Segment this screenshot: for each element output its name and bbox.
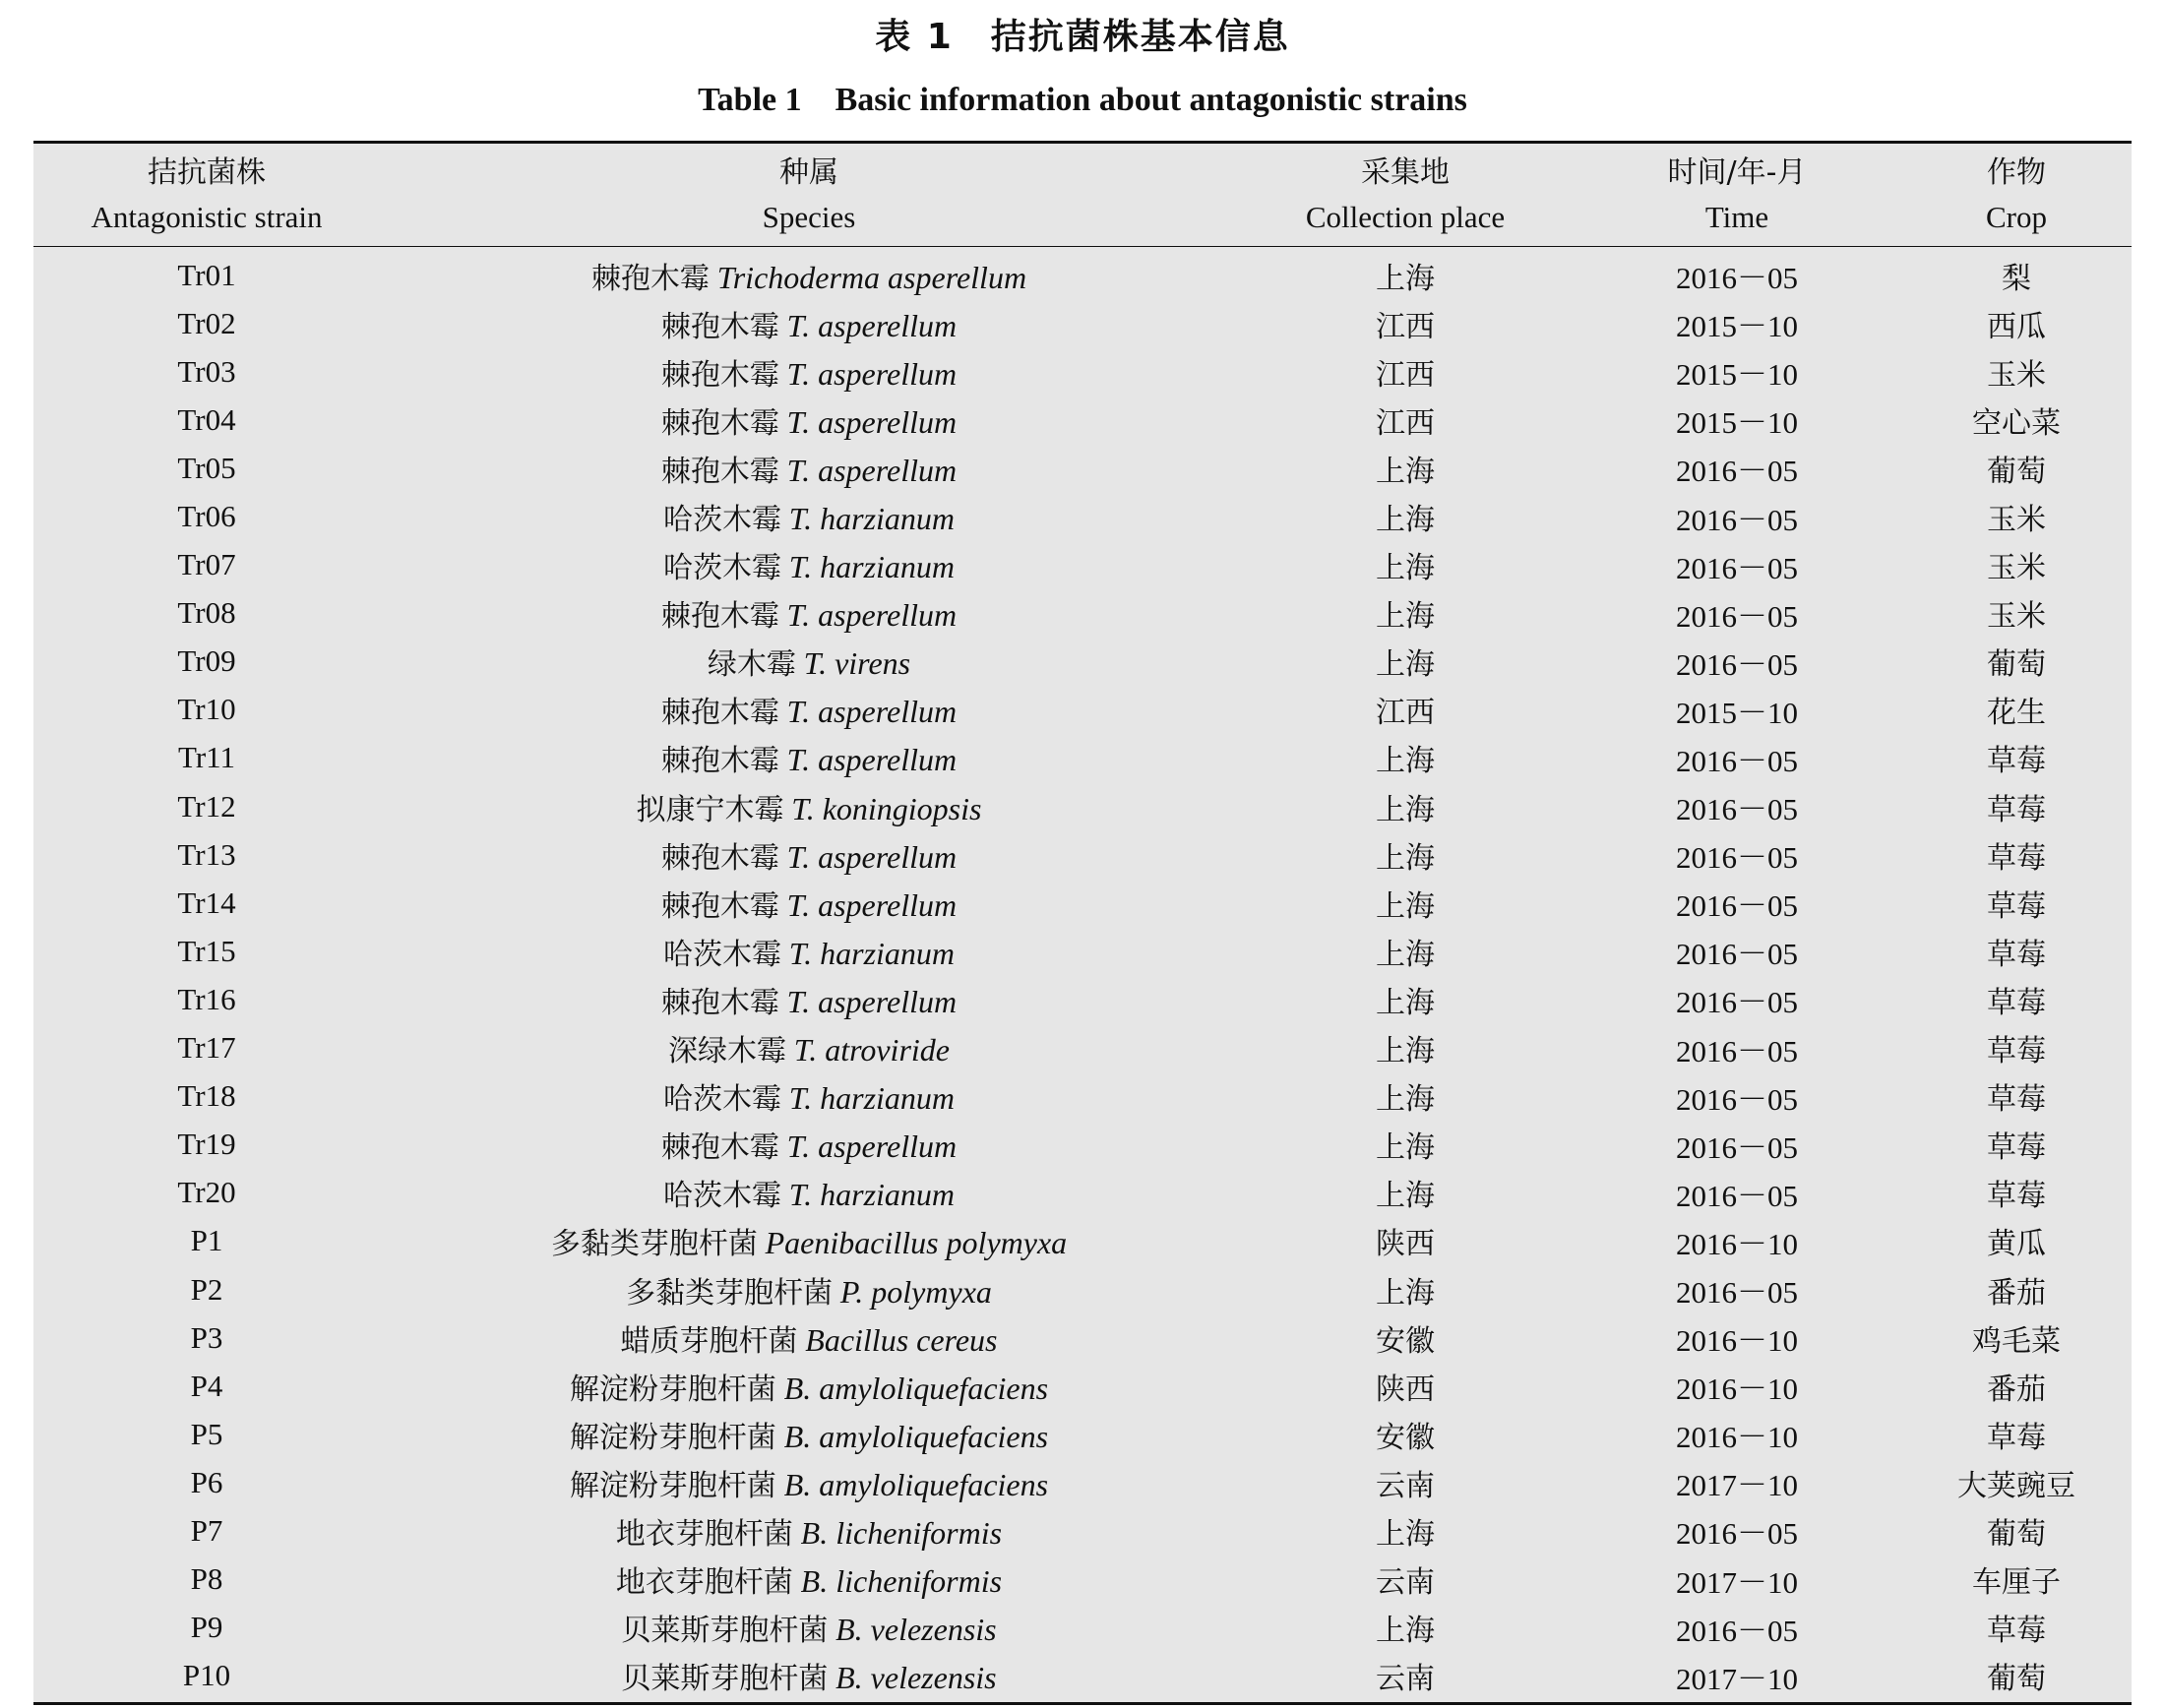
cell-collection-place: 上海 (1376, 551, 1435, 586)
table-row (33, 251, 2132, 299)
table-caption-english: Table 1 Basic information about antagonistic strains (698, 82, 1467, 118)
species-scientific-name: B. licheniformis (800, 1514, 1003, 1551)
cell-crop: 西瓜 (1987, 309, 2046, 344)
species-chinese-name: 棘孢木霉 (590, 261, 710, 296)
cell-species (380, 1074, 1238, 1118)
cell-crop: 车厘子 (1972, 1565, 2061, 1601)
cell-crop: 葡萄 (1987, 647, 2046, 683)
cell-strain: Tr06 (177, 499, 236, 534)
header-label-en: Collection place (1305, 200, 1506, 234)
cell-strain: Tr17 (177, 1030, 236, 1066)
cell-strain: Tr18 (177, 1078, 236, 1114)
cell-crop: 草莓 (1987, 1034, 2046, 1069)
cell-strain: Tr13 (177, 836, 236, 872)
table-row (33, 1652, 2132, 1700)
cell-time: 2016－10 (1676, 1323, 1798, 1359)
species-scientific-name: T. virens (803, 645, 911, 682)
cell-crop: 葡萄 (1987, 1516, 2046, 1552)
species-chinese-name: 多黏类芽胞杆菌 (626, 1275, 834, 1311)
cell-time: 2016－10 (1676, 1420, 1798, 1455)
cell-collection-place: 上海 (1376, 647, 1435, 683)
species-scientific-name: T. asperellum (786, 307, 958, 343)
cell-strain: P6 (190, 1464, 223, 1499)
cell-time: 2016－05 (1676, 1275, 1798, 1311)
cell-crop: 草莓 (1987, 985, 2046, 1020)
species-scientific-name: T. asperellum (786, 597, 958, 634)
cell-crop: 葡萄 (1987, 1662, 2046, 1697)
cell-collection-place: 上海 (1376, 599, 1435, 635)
cell-collection-place: 云南 (1376, 1468, 1435, 1503)
cell-species (380, 398, 1238, 442)
cell-crop: 草莓 (1987, 1420, 2046, 1455)
cell-time: 2016－05 (1676, 502, 1798, 537)
species-scientific-name: P. polymyxa (839, 1273, 992, 1310)
species-scientific-name: B. velezensis (835, 1612, 997, 1648)
cell-strain: P8 (190, 1561, 223, 1597)
cell-strain: P10 (182, 1658, 231, 1693)
cell-strain: Tr10 (177, 692, 236, 727)
cell-crop: 黄瓜 (1987, 1227, 2046, 1262)
header-label-en: Crop (1986, 200, 2047, 234)
cell-crop: 草莓 (1987, 1614, 2046, 1649)
header-crop (1901, 144, 2132, 246)
table-row (33, 1506, 2132, 1555)
cell-time: 2016－05 (1676, 1033, 1798, 1068)
species-chinese-name: 棘孢木霉 (660, 454, 779, 489)
species-scientific-name: T. asperellum (786, 886, 958, 923)
cell-crop: 草莓 (1987, 840, 2046, 876)
species-chinese-name: 棘孢木霉 (660, 599, 779, 635)
cell-collection-place: 上海 (1376, 792, 1435, 827)
cell-collection-place: 上海 (1376, 840, 1435, 876)
cell-species (380, 1171, 1238, 1214)
table-row (33, 299, 2132, 347)
species-chinese-name: 棘孢木霉 (660, 1130, 779, 1166)
cell-species (380, 978, 1238, 1021)
strain-table (33, 141, 2132, 1705)
cell-species (380, 350, 1238, 394)
cell-species (380, 1219, 1238, 1262)
cell-species (380, 591, 1238, 635)
cell-strain: Tr09 (177, 643, 236, 679)
cell-species (380, 495, 1238, 538)
cell-strain: Tr03 (177, 353, 236, 389)
cell-collection-place: 上海 (1376, 1130, 1435, 1166)
cell-species (380, 833, 1238, 877)
cell-strain: Tr20 (177, 1175, 236, 1210)
table-row (33, 1458, 2132, 1506)
species-chinese-name: 棘孢木霉 (660, 696, 779, 731)
cell-collection-place: 上海 (1376, 985, 1435, 1020)
cell-crop: 草莓 (1987, 744, 2046, 779)
header-label-cn: 采集地 (1361, 155, 1450, 190)
table-row (33, 1217, 2132, 1265)
cell-time: 2015－10 (1676, 309, 1798, 344)
species-chinese-name: 棘孢木霉 (660, 985, 779, 1020)
cell-crop: 草莓 (1987, 1179, 2046, 1214)
cell-time: 2016－05 (1676, 792, 1798, 827)
cell-time: 2015－10 (1676, 695, 1798, 730)
cell-species (380, 302, 1238, 345)
cell-species (380, 736, 1238, 779)
table-row (33, 879, 2132, 927)
cell-species (380, 1268, 1238, 1312)
species-chinese-name: 贝莱斯芽胞杆菌 (621, 1662, 829, 1697)
cell-strain: P3 (190, 1319, 223, 1355)
table-row (33, 1072, 2132, 1121)
cell-species (380, 543, 1238, 586)
species-scientific-name: B. amyloliquefaciens (783, 1370, 1049, 1406)
cell-species (380, 447, 1238, 490)
cell-time: 2016－10 (1676, 1372, 1798, 1407)
table-row (33, 1604, 2132, 1652)
cell-collection-place: 云南 (1376, 1662, 1435, 1697)
cell-time: 2016－05 (1676, 598, 1798, 634)
table-row (33, 782, 2132, 830)
cell-collection-place: 上海 (1376, 261, 1435, 296)
cell-crop: 玉米 (1987, 599, 2046, 635)
table-header (33, 144, 2132, 247)
header-species (380, 144, 1238, 246)
table-row (33, 492, 2132, 540)
table-body (33, 247, 2132, 1702)
cell-strain: Tr07 (177, 547, 236, 582)
cell-time: 2016－05 (1676, 1613, 1798, 1648)
species-chinese-name: 拟康宁木霉 (636, 792, 784, 827)
cell-time: 2016－05 (1676, 937, 1798, 972)
cell-species (380, 1557, 1238, 1601)
table-row (33, 1265, 2132, 1313)
cell-strain: P1 (190, 1223, 223, 1258)
species-scientific-name: T. asperellum (786, 838, 958, 875)
cell-crop: 玉米 (1987, 551, 2046, 586)
cell-strain: Tr19 (177, 1127, 236, 1162)
species-scientific-name: T. asperellum (786, 403, 958, 440)
cell-strain: Tr05 (177, 450, 236, 485)
species-scientific-name: B. velezensis (835, 1660, 997, 1696)
cell-time: 2016－05 (1676, 1129, 1798, 1165)
cell-crop: 番茄 (1987, 1275, 2046, 1311)
species-scientific-name: T. harzianum (788, 935, 956, 971)
cell-crop: 梨 (2002, 261, 2031, 296)
cell-strain: P9 (190, 1610, 223, 1645)
table-caption-chinese: 表 1 拮抗菌株基本信息 (875, 17, 1290, 57)
species-chinese-name: 棘孢木霉 (660, 744, 779, 779)
table-row (33, 1121, 2132, 1169)
cell-crop: 玉米 (1987, 503, 2046, 538)
species-scientific-name: B. licheniformis (800, 1563, 1003, 1600)
cell-crop: 草莓 (1987, 1082, 2046, 1118)
cell-species (380, 1413, 1238, 1456)
cell-crop: 空心菜 (1972, 405, 2061, 441)
cell-crop: 草莓 (1987, 1130, 2046, 1166)
species-chinese-name: 多黏类芽胞杆菌 (550, 1227, 758, 1262)
header-label-cn: 拮抗菌株 (148, 155, 266, 190)
cell-collection-place: 上海 (1376, 1034, 1435, 1069)
cell-species (380, 688, 1238, 731)
cell-time: 2015－10 (1676, 357, 1798, 393)
cell-collection-place: 江西 (1376, 357, 1435, 393)
cell-time: 2016－05 (1676, 261, 1798, 296)
cell-species (380, 1461, 1238, 1504)
table-row (33, 396, 2132, 444)
header-label-cn: 作物 (1987, 155, 2046, 190)
table-row (33, 1169, 2132, 1217)
cell-strain: Tr16 (177, 981, 236, 1016)
cell-strain: Tr14 (177, 884, 236, 920)
table-row (33, 1313, 2132, 1362)
cell-species (380, 1123, 1238, 1166)
species-scientific-name: T. atroviride (793, 1032, 950, 1068)
species-chinese-name: 解淀粉芽胞杆菌 (569, 1372, 776, 1407)
cell-collection-place: 上海 (1376, 1614, 1435, 1649)
species-chinese-name: 哈茨木霉 (662, 937, 781, 972)
cell-time: 2016－05 (1676, 888, 1798, 924)
table-row (33, 1556, 2132, 1604)
cell-species (380, 1316, 1238, 1360)
cell-collection-place: 上海 (1376, 1179, 1435, 1214)
cell-crop: 草莓 (1987, 792, 2046, 827)
species-chinese-name: 绿木霉 (707, 647, 796, 683)
cell-collection-place: 上海 (1376, 744, 1435, 779)
species-chinese-name: 解淀粉芽胞杆菌 (569, 1468, 776, 1503)
cell-time: 2016－05 (1676, 454, 1798, 489)
species-scientific-name: Bacillus cereus (805, 1321, 998, 1358)
cell-time: 2016－05 (1676, 550, 1798, 585)
cell-collection-place: 陕西 (1376, 1227, 1435, 1262)
species-scientific-name: T. asperellum (786, 1128, 958, 1165)
cell-collection-place: 上海 (1376, 888, 1435, 924)
cell-time: 2016－05 (1676, 1081, 1798, 1117)
cell-strain: Tr11 (177, 740, 236, 775)
table-row (33, 830, 2132, 879)
species-chinese-name: 哈茨木霉 (662, 551, 781, 586)
species-chinese-name: 蜡质芽胞杆菌 (620, 1323, 798, 1359)
cell-collection-place: 江西 (1376, 696, 1435, 731)
species-scientific-name: T. harzianum (788, 549, 956, 585)
table-row (33, 589, 2132, 638)
species-chinese-name: 棘孢木霉 (660, 405, 779, 441)
table-row (33, 1024, 2132, 1072)
species-chinese-name: 地衣芽胞杆菌 (615, 1565, 793, 1601)
cell-strain: P2 (190, 1271, 223, 1307)
table-row (33, 975, 2132, 1023)
table-row (33, 541, 2132, 589)
cell-collection-place: 江西 (1376, 405, 1435, 441)
species-chinese-name: 解淀粉芽胞杆菌 (569, 1420, 776, 1455)
cell-crop: 草莓 (1987, 937, 2046, 972)
species-scientific-name: Trichoderma asperellum (716, 259, 1027, 295)
cell-collection-place: 云南 (1376, 1565, 1435, 1601)
cell-species (380, 1365, 1238, 1408)
header-label-en: Species (762, 200, 856, 234)
header-label-en: Time (1704, 200, 1769, 234)
cell-time: 2016－10 (1676, 1226, 1798, 1261)
species-scientific-name: T. koningiopsis (791, 790, 982, 826)
cell-time: 2016－05 (1676, 646, 1798, 682)
species-chinese-name: 棘孢木霉 (660, 840, 779, 876)
cell-strain: P7 (190, 1512, 223, 1548)
species-chinese-name: 贝莱斯芽胞杆菌 (621, 1614, 829, 1649)
cell-species (380, 882, 1238, 925)
cell-crop: 鸡毛菜 (1972, 1323, 2061, 1359)
cell-strain: Tr15 (177, 933, 236, 968)
cell-crop: 大荚豌豆 (1957, 1468, 2075, 1503)
species-scientific-name: T. harzianum (788, 1177, 956, 1213)
species-chinese-name: 哈茨木霉 (662, 1082, 781, 1118)
header-time (1573, 144, 1901, 246)
cell-collection-place: 上海 (1376, 454, 1435, 489)
cell-crop: 花生 (1987, 696, 2046, 731)
species-chinese-name: 棘孢木霉 (660, 888, 779, 924)
cell-collection-place: 安徽 (1376, 1323, 1435, 1359)
cell-time: 2017－10 (1676, 1661, 1798, 1696)
cell-crop: 玉米 (1987, 357, 2046, 393)
species-chinese-name: 棘孢木霉 (660, 357, 779, 393)
cell-crop: 番茄 (1987, 1372, 2046, 1407)
cell-species (380, 930, 1238, 973)
cell-collection-place: 上海 (1376, 1082, 1435, 1118)
species-chinese-name: 哈茨木霉 (662, 503, 781, 538)
table-row (33, 444, 2132, 492)
cell-strain: Tr02 (177, 305, 236, 340)
species-chinese-name: 哈茨木霉 (662, 1179, 781, 1214)
cell-time: 2016－05 (1676, 1516, 1798, 1552)
table-row (33, 1362, 2132, 1410)
cell-collection-place: 上海 (1376, 1516, 1435, 1552)
cell-collection-place: 安徽 (1376, 1420, 1435, 1455)
cell-species (380, 1509, 1238, 1553)
cell-strain: Tr08 (177, 595, 236, 631)
cell-crop: 葡萄 (1987, 454, 2046, 489)
cell-species (380, 785, 1238, 828)
table-row (33, 927, 2132, 975)
cell-species (380, 1654, 1238, 1697)
species-scientific-name: T. asperellum (786, 355, 958, 392)
species-scientific-name: T. asperellum (786, 452, 958, 488)
cell-collection-place: 陕西 (1376, 1372, 1435, 1407)
cell-collection-place: 上海 (1376, 937, 1435, 972)
cell-species (380, 1026, 1238, 1069)
cell-collection-place: 上海 (1376, 1275, 1435, 1311)
cell-species (380, 1606, 1238, 1649)
species-scientific-name: T. harzianum (788, 1080, 956, 1117)
cell-time: 2017－10 (1676, 1564, 1798, 1600)
cell-time: 2016－05 (1676, 985, 1798, 1020)
cell-time: 2015－10 (1676, 405, 1798, 441)
cell-strain: Tr12 (177, 788, 236, 824)
species-scientific-name: T. asperellum (786, 983, 958, 1019)
table-row (33, 1410, 2132, 1458)
header-antagonistic-strain (33, 144, 380, 246)
cell-strain: P4 (190, 1368, 223, 1403)
table-row (33, 638, 2132, 686)
table-row (33, 686, 2132, 734)
cell-time: 2017－10 (1676, 1468, 1798, 1503)
cell-species (380, 254, 1238, 297)
cell-time: 2016－05 (1676, 743, 1798, 778)
cell-collection-place: 江西 (1376, 309, 1435, 344)
species-scientific-name: Paenibacillus polymyxa (765, 1225, 1068, 1261)
species-scientific-name: B. amyloliquefaciens (783, 1418, 1049, 1454)
header-label-en: Antagonistic strain (91, 200, 323, 234)
cell-strain: Tr04 (177, 401, 236, 437)
cell-strain: P5 (190, 1416, 223, 1451)
species-chinese-name: 地衣芽胞杆菌 (615, 1516, 793, 1552)
cell-collection-place: 上海 (1376, 503, 1435, 538)
species-scientific-name: T. harzianum (788, 501, 956, 537)
header-collection-place (1238, 144, 1573, 246)
table-row (33, 347, 2132, 396)
cell-species (380, 640, 1238, 683)
species-chinese-name: 棘孢木霉 (660, 309, 779, 344)
species-chinese-name: 深绿木霉 (668, 1034, 787, 1069)
table-row (33, 734, 2132, 782)
cell-time: 2016－05 (1676, 840, 1798, 876)
header-label-cn: 时间/年-月 (1667, 155, 1807, 190)
species-scientific-name: T. asperellum (786, 742, 958, 778)
species-scientific-name: T. asperellum (786, 694, 958, 730)
cell-time: 2016－05 (1676, 1178, 1798, 1213)
cell-crop: 草莓 (1987, 888, 2046, 924)
header-label-cn: 种属 (779, 155, 838, 190)
cell-strain: Tr01 (177, 257, 236, 292)
species-scientific-name: B. amyloliquefaciens (783, 1466, 1049, 1502)
